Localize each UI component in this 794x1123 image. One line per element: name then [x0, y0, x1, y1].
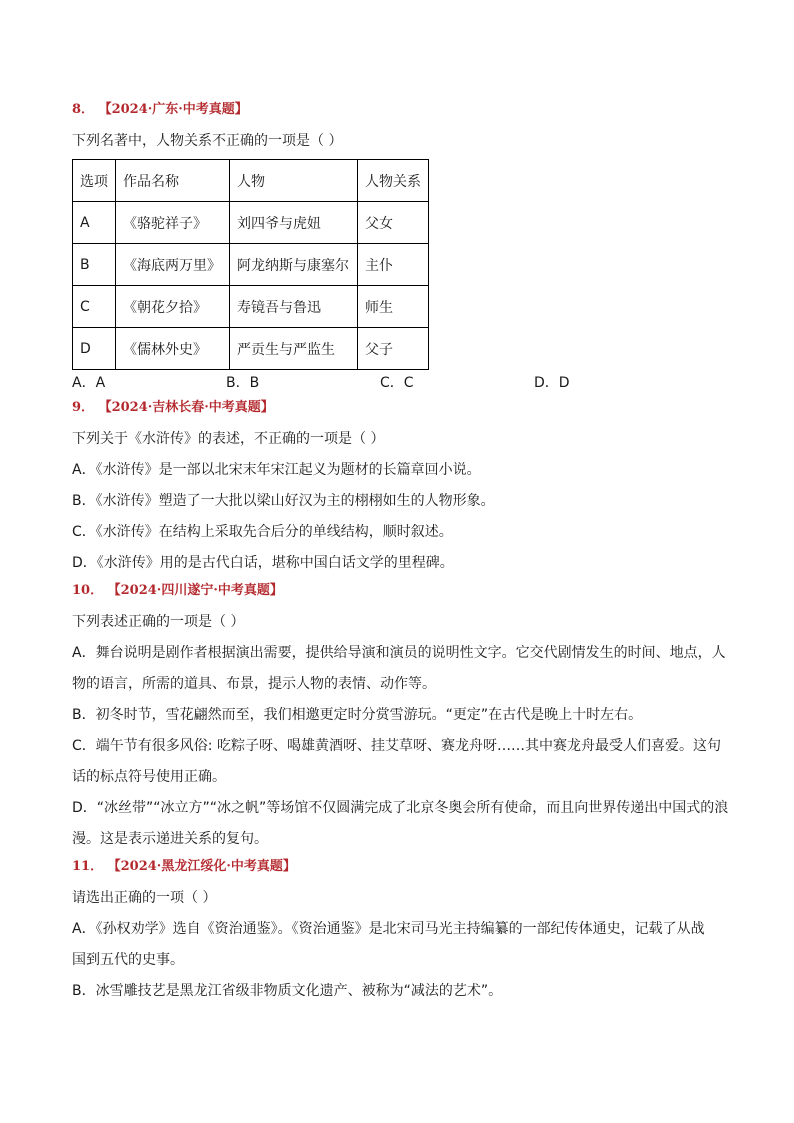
table-header-cell: 作品名称 — [116, 160, 230, 202]
choice-a: A．A — [72, 375, 106, 391]
table-cell: 父子 — [358, 328, 429, 370]
option-c: C．《水浒传》在结构上采取先合后分的单线结构，顺时叙述。 — [72, 524, 453, 540]
question-number: 8． — [72, 102, 95, 117]
option-a-line-1: A．舞台说明是剧作者根据演出需要，提供给导演和演员的说明性文字。它交代剧情发生的时间、地点，人 — [72, 645, 726, 661]
question-8-heading — [72, 98, 728, 122]
question-source: 【2024·黑龙江绥化·中考真题】 — [107, 859, 296, 874]
option-b: B．《水浒传》塑造了一大批以梁山好汉为主的栩栩如生的人物形象。 — [72, 493, 495, 509]
table-row — [73, 202, 429, 244]
table-header-cell: 人物 — [230, 160, 358, 202]
question-number: 10． — [72, 583, 104, 598]
choice-c: C．C — [380, 375, 414, 391]
question-8-stem: 下列名著中，人物关系不正确的一项是（ ） — [72, 133, 343, 149]
question-9-stem: 下列关于《水浒传》的表述，不正确的一项是（ ） — [72, 431, 385, 447]
option-a-line-1: A．《孙权劝学》选自《资治通鉴》。《资治通鉴》是北宋司马光主持编纂的一部纪传体通史，记载了从战 — [72, 921, 705, 937]
question-9-heading — [72, 396, 728, 420]
question-source: 【2024·四川遂宁·中考真题】 — [107, 583, 283, 598]
table-header-row — [73, 160, 429, 202]
table-header-cell: 人物关系 — [358, 160, 429, 202]
table-cell: 《儒林外史》 — [116, 328, 230, 370]
question-10-heading — [72, 579, 728, 603]
option-b: B．初冬时节，雪花翩然而至，我们相邀更定时分赏雪游玩。“更定”在古代是晚上十时左右。 — [72, 707, 643, 723]
table-cell: 寿镜吾与鲁迅 — [230, 286, 358, 328]
table-cell: C — [73, 286, 116, 328]
table-cell: 阿龙纳斯与康塞尔 — [230, 244, 358, 286]
option-d-line-1: D．“冰丝带”“冰立方”“冰之帆”等场馆不仅圆满完成了北京冬奥会所有使命，而且向世界传递出中国式的浪 — [72, 800, 729, 816]
choice-b: B．B — [226, 375, 260, 391]
table-row — [73, 328, 429, 370]
table-cell: 《海底两万里》 — [116, 244, 230, 286]
table-cell: 父女 — [358, 202, 429, 244]
option-b: B．冰雪雕技艺是黑龙江省级非物质文化遗产、被称为“减法的艺术”。 — [72, 983, 503, 999]
table-cell: D — [73, 328, 116, 370]
question-source: 【2024·吉林长春·中考真题】 — [98, 400, 274, 415]
table-cell: 严贡生与严监生 — [230, 328, 358, 370]
table-cell: A — [73, 202, 116, 244]
option-a-line-2: 物的语言，所需的道具、布景，提示人物的表情、动作等。 — [72, 676, 436, 692]
table-cell: 《朝花夕拾》 — [116, 286, 230, 328]
question-8-choices — [72, 370, 728, 396]
option-d-line-2: 漫。这是表示递进关系的复句。 — [72, 831, 268, 847]
question-source: 【2024·广东·中考真题】 — [98, 102, 248, 117]
question-number: 9． — [72, 400, 95, 415]
option-c-line-2: 话的标点符号使用正确。 — [72, 769, 226, 785]
question-10-stem: 下列表述正确的一项是（ ） — [72, 614, 245, 630]
table-cell: B — [73, 244, 116, 286]
table-row — [73, 244, 429, 286]
option-a-line-2: 国到五代的史事。 — [72, 952, 184, 968]
question-number: 11． — [72, 859, 104, 874]
question-11-stem: 请选出正确的一项（ ） — [72, 890, 217, 906]
question-8-table — [72, 159, 429, 370]
table-cell: 刘四爷与虎妞 — [230, 202, 358, 244]
option-d: D．《水浒传》用的是古代白话，堪称中国白话文学的里程碑。 — [72, 555, 454, 571]
table-header-cell: 选项 — [73, 160, 116, 202]
table-cell: 师生 — [358, 286, 429, 328]
table-row — [73, 286, 429, 328]
option-a: A．《水浒传》是一部以北宋末年宋江起义为题材的长篇章回小说。 — [72, 462, 481, 478]
question-11-heading — [72, 855, 728, 879]
document-page — [72, 98, 728, 1007]
table-cell: 主仆 — [358, 244, 429, 286]
option-c-line-1: C．端午节有很多风俗: 吃粽子呀、喝雄黄酒呀、挂艾草呀、赛龙舟呀……其中赛龙舟最受人们喜爱。这句 — [72, 738, 721, 754]
choice-d: D．D — [534, 375, 570, 391]
table-cell: 《骆驼祥子》 — [116, 202, 230, 244]
